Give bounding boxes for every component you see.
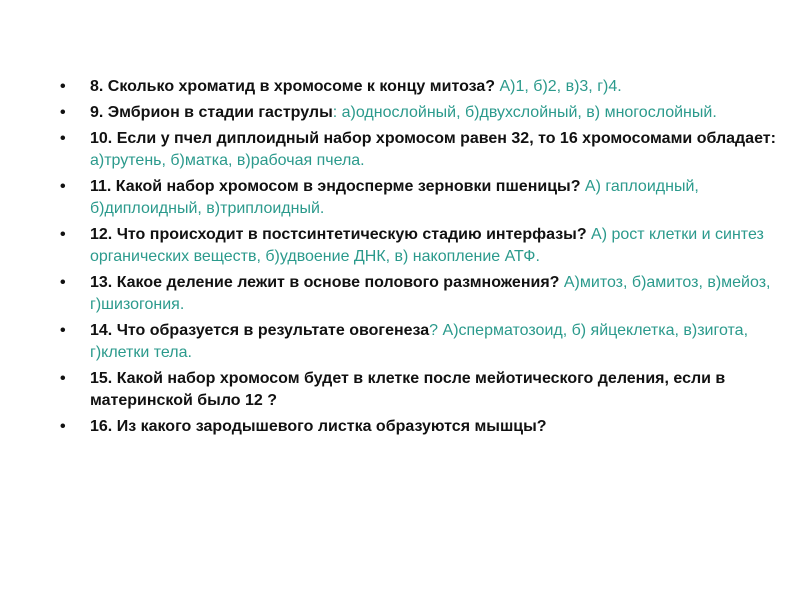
bullet-icon: • [60, 130, 66, 147]
question-text: 9. Эмбрион в стадии гаструлы [90, 104, 333, 121]
question-text: 10. Если у пчел диплоидный набор хромосом равен 32, то 16 хромосомами обладает: [90, 130, 776, 147]
answer-options: А) рост клетки и синтез органических веществ, б)удвоение ДНК, в) накопление АТФ. [90, 226, 764, 265]
bullet-icon: • [60, 322, 66, 339]
question-text: 13. Какое деление лежит в основе полового размножения? [90, 274, 564, 291]
bullet-icon: • [60, 78, 66, 95]
question-text: 11. Какой набор хромосом в эндосперме зерновки пшеницы? [90, 178, 585, 195]
bullet-icon: • [60, 418, 66, 435]
bullet-icon: • [60, 178, 66, 195]
question-text: 15. Какой набор хромосом будет в клетке после мейотического деления, если в материнской было 12 ? [90, 370, 726, 409]
bullet-icon: • [60, 226, 66, 243]
bullet-icon: • [60, 274, 66, 291]
question-item-8 [60, 76, 780, 98]
question-item-10 [60, 128, 780, 172]
question-list [60, 76, 780, 442]
answer-options: А)митоз, б)амитоз, в)мейоз, г)шизогония. [90, 274, 771, 313]
question-text: 14. Что образуется в результате овогенеза [90, 322, 430, 339]
question-item-15 [60, 368, 780, 412]
question-item-14 [60, 320, 780, 364]
bullet-icon: • [60, 370, 66, 387]
answer-options: А) гаплоидный, б)диплоидный, в)триплоидный. [90, 178, 699, 217]
answer-options: : а)однослойный, б)двухслойный, в) многослойный. [332, 104, 717, 121]
question-item-12 [60, 224, 780, 268]
answer-options: А)1, б)2, в)3, г)4. [499, 78, 622, 95]
question-item-9 [60, 102, 780, 124]
question-item-13 [60, 272, 780, 316]
question-item-11 [60, 176, 780, 220]
question-text: 16. Из какого зародышевого листка образуются мышцы? [90, 418, 547, 435]
answer-options: а)трутень, б)матка, в)рабочая пчела. [90, 152, 365, 169]
question-item-16 [60, 416, 780, 438]
answer-options: ? А)сперматозоид, б) яйцеклетка, в)зигота, г)клетки тела. [90, 322, 749, 361]
question-text: 8. Сколько хроматид в хромосоме к концу митоза? [90, 78, 500, 95]
question-text: 12. Что происходит в постсинтетическую стадию интерфазы? [90, 226, 592, 243]
bullet-icon: • [60, 104, 66, 121]
